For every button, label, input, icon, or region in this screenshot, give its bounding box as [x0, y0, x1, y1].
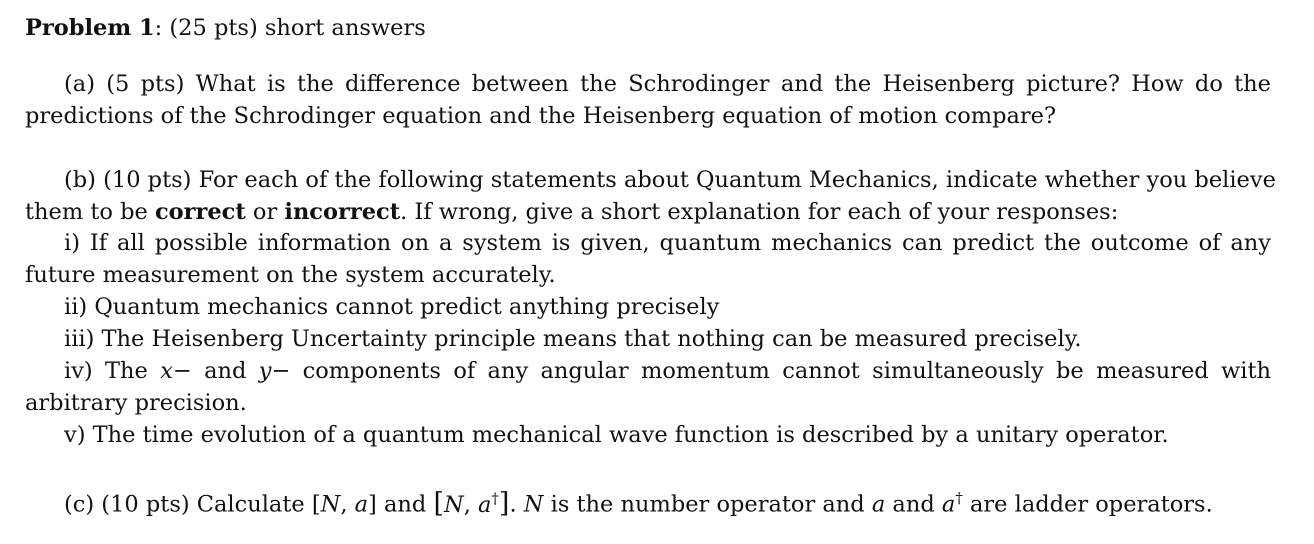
- math-a-dagger: a: [941, 491, 956, 518]
- part-a-line-1: (a) (5 pts) What is the difference between the Schrodinger and the Heisenberg picture? How do the: [64, 71, 1271, 97]
- commutator-n-a: [N, a]: [311, 491, 377, 518]
- statement-i-line-2: future measurement on the system accurately.: [25, 262, 556, 288]
- part-c-line: [64, 483, 1213, 520]
- part-b-line-1: (b) (10 pts) For each of the following statements about Quantum Mechanics, indicate whether you believe: [64, 167, 1276, 193]
- problem-heading-rest: : (25 pts) short answers: [154, 15, 426, 41]
- math-x: x: [160, 358, 173, 384]
- math-y: y: [258, 358, 272, 384]
- part-c-text: are ladder operators.: [962, 491, 1213, 518]
- dagger-symbol: †: [955, 489, 963, 507]
- math-a: a: [871, 491, 886, 518]
- part-c-text: (c) (10 pts) Calculate: [64, 491, 312, 518]
- part-b-line-2: [25, 197, 1118, 227]
- part-c-text: .: [509, 491, 524, 518]
- part-b-text: . If wrong, give a short explanation for each of your responses:: [400, 199, 1119, 225]
- statement-ii: ii) Quantum mechanics cannot predict anything precisely: [64, 294, 720, 320]
- part-c-text: and: [885, 491, 942, 518]
- commutator-n-a-dagger: [N, a†]: [433, 487, 510, 519]
- statement-iv-text: − and: [172, 358, 259, 384]
- math-N: N: [523, 491, 544, 518]
- problem-label: Problem 1: [25, 15, 155, 41]
- statement-i-line-1: i) If all possible information on a system is given, quantum mechanics can predict the outcome of any: [64, 230, 1271, 256]
- part-b-text: them to be: [25, 199, 155, 225]
- part-a-line-2: predictions of the Schrodinger equation and the Heisenberg equation of motion compare?: [25, 103, 1057, 129]
- statement-iv-line-2: arbitrary precision.: [25, 390, 247, 416]
- statement-iv-line-1: [64, 356, 1271, 386]
- incorrect-keyword: incorrect: [284, 199, 401, 225]
- part-b-text: or: [245, 199, 285, 225]
- statement-v: v) The time evolution of a quantum mechanical wave function is described by a unitary operator.: [64, 422, 1169, 448]
- statement-iii: iii) The Heisenberg Uncertainty principle means that nothing can be measured precisely.: [64, 326, 1082, 352]
- correct-keyword: correct: [154, 199, 246, 225]
- part-c-text: is the number operator and: [543, 491, 872, 518]
- statement-iv-text: iv) The: [64, 358, 161, 384]
- problem-heading: [25, 13, 426, 43]
- statement-iv-text: − components of any angular momentum cannot simultaneously be measured with: [271, 358, 1271, 384]
- part-c-text: and: [376, 491, 434, 518]
